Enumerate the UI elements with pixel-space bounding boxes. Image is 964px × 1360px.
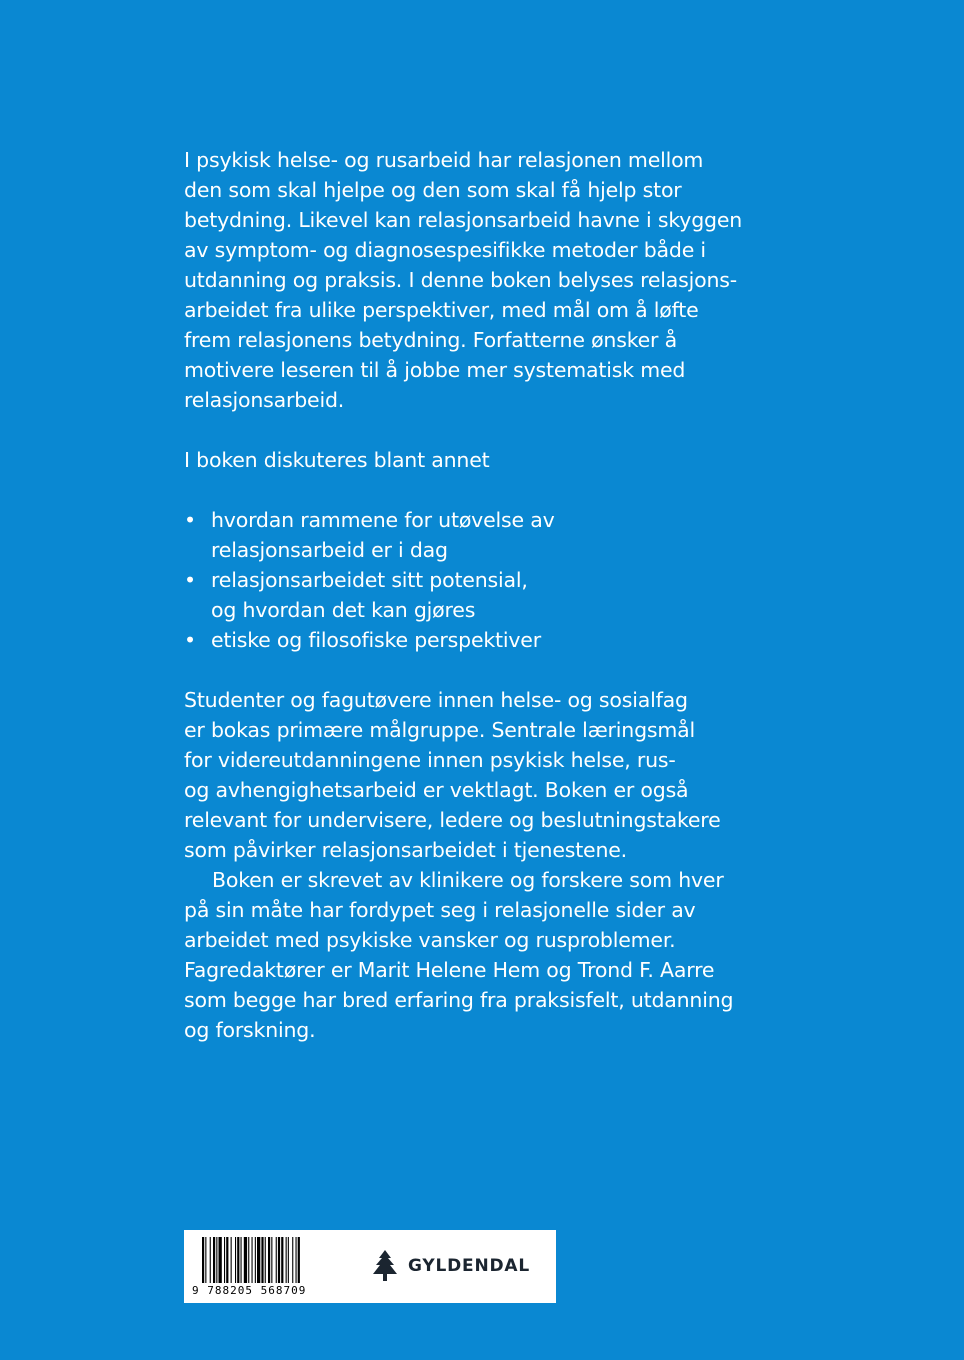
isbn-number: 9 788205 568709: [192, 1284, 307, 1297]
barcode-label: [184, 1230, 556, 1303]
list-item: • hvordan rammene for utøvelse av relasjonsarbeid er i dag: [184, 505, 804, 565]
audience-paragraph: Studenter og fagutøvere innen helse- og sosialfag er bokas primære målgruppe. Sentrale læringsmål for videreutdanningene innen psykisk helse, rus- og avhengighetsarbeid er vektlagt. Boken er også relevant for undervisere, ledere og beslutningstakere som påvirker relasjonsarbeidet i tjenestene.: [184, 688, 721, 862]
list-lead: I boken diskuteres blant annet: [184, 448, 490, 472]
barcode-bars: [192, 1237, 342, 1285]
barcode: [192, 1237, 342, 1297]
back-cover-text: [184, 145, 804, 1045]
intro-paragraph: I psykisk helse- og rusarbeid har relasjonen mellom den som skal hjelpe og den som skal få hjelp stor betydning. Likevel kan relasjonsarbeid havne i skyggen av symptom- og diagnosespesifikke metoder både i utdanning og praksis. I denne boken belyses relasjons- arbeidet fra ulike perspektiver, med mål om å løfte frem relasjonens betydning. Forfatterne ønsker å motivere leseren til å jobbe mer systematisk med relasjonsarbeid.: [184, 148, 743, 412]
tree-icon: [372, 1250, 398, 1282]
publisher-name: GYLDENDAL: [408, 1256, 530, 1276]
publisher-logo: [372, 1250, 530, 1282]
list-item: • etiske og filosofiske perspektiver: [184, 625, 804, 655]
list-item: • relasjonsarbeidet sitt potensial, og hvordan det kan gjøres: [184, 565, 804, 625]
topic-list: [184, 505, 804, 655]
authors-paragraph: Boken er skrevet av klinikere og forskere som hver på sin måte har fordypet seg i relasjonelle sider av arbeidet med psykiske vansker og rusproblemer. Fagredaktører er Marit Helene Hem og Trond F. Aarre som begge har bred erfaring fra praksisfelt, utdanning og forskning.: [184, 868, 734, 1042]
